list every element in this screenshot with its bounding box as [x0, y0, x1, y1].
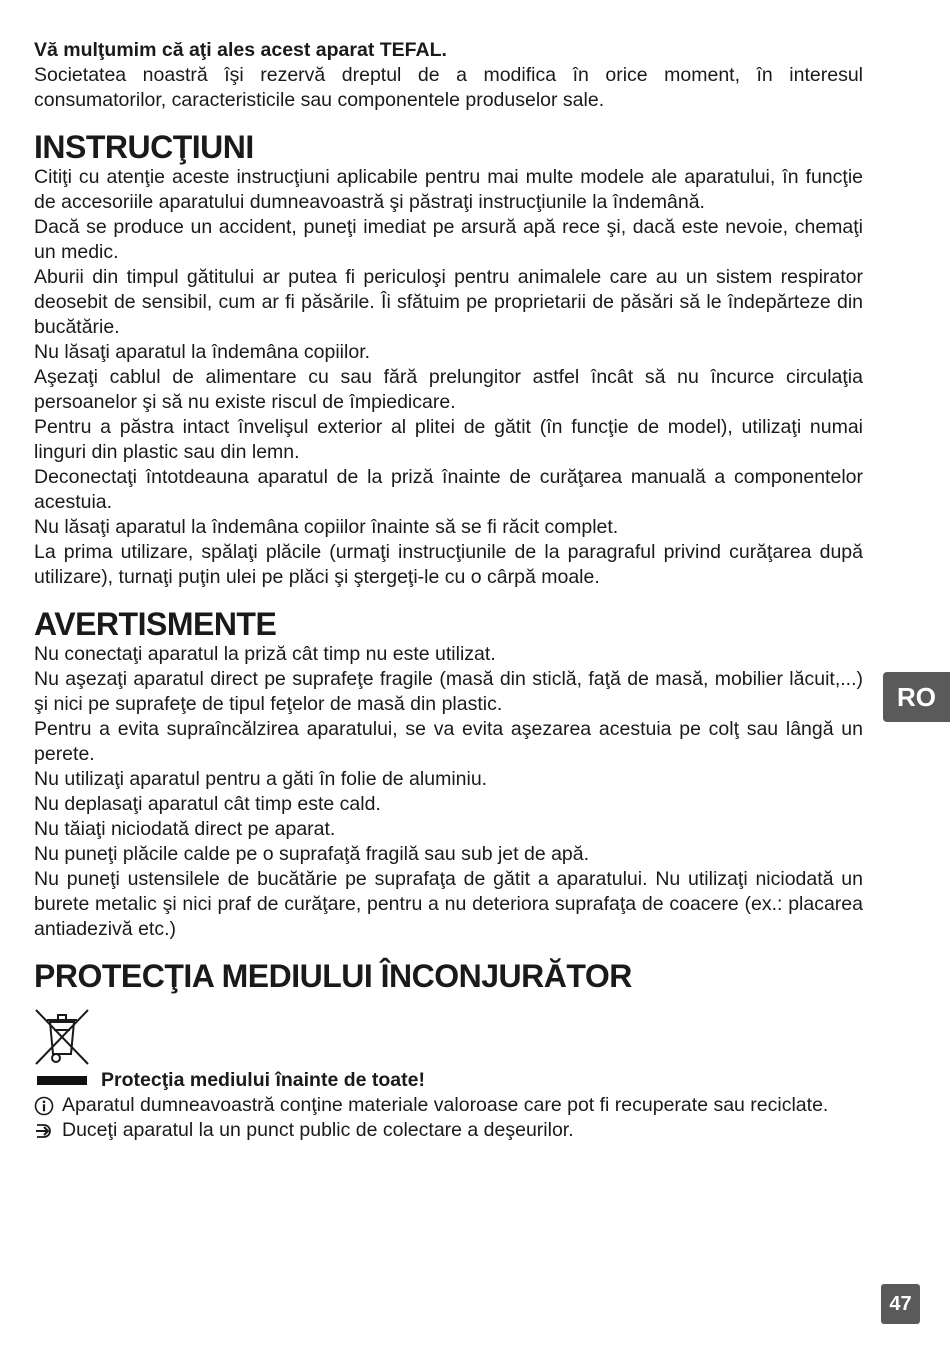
page-content — [34, 38, 863, 1143]
avertismente-paragraph: Nu utilizaţi aparatul pentru a găti în folie de aluminiu. — [34, 768, 488, 790]
protectia-subtitle: Protecţia mediului înainte de toate! — [101, 1069, 425, 1091]
instructiuni-paragraph: La prima utilizare, spălaţi plăcile (urmaţi instrucţiunile de la paragraful privind curăţarea după utilizare), turnaţi puţin ulei pe plăci şi ştergeţi-le cu o cârpă moale. — [34, 541, 863, 588]
section-title-avertismente: AVERTISMENTE — [34, 606, 277, 642]
bullet-text: Aparatul dumneavoastră conţine materiale valoroase care pot fi recuperate sau reciclate. — [62, 1094, 829, 1116]
avertismente-paragraph: Nu conectaţi aparatul la priză cât timp nu este utilizat. — [34, 643, 496, 665]
protectia-subtitle-row — [34, 1068, 863, 1093]
section-title-instructiuni: INSTRUCŢIUNI — [34, 129, 254, 165]
instructiuni-paragraph: Nu lăsaţi aparatul la îndemâna copiilor. — [34, 341, 371, 363]
avertismente-paragraph: Nu aşezaţi aparatul direct pe suprafeţe fragile (masă din sticlă, faţă de masă, mobilier lăcuit,...) şi nici pe suprafeţe de tipul feţelor de masă din plastic. — [34, 668, 863, 715]
instructiuni-paragraph: Aşezaţi cablul de alimentare cu sau fără prelungitor astfel încât să nu încurce circulaţia persoanelor şi să nu existe riscul de împiedicare. — [34, 366, 863, 413]
arrow-right-icon — [34, 1118, 56, 1143]
list-item — [34, 1118, 863, 1143]
section-title-protectia: PROTECŢIA MEDIULUI ÎNCONJURĂTOR — [34, 958, 632, 994]
bullet-text: Duceţi aparatul la un punct public de colectare a deşeurilor. — [62, 1119, 574, 1141]
language-tab: RO — [883, 672, 950, 722]
crossed-out-wheelie-bin-icon — [34, 1008, 90, 1066]
black-bar-divider — [37, 1076, 87, 1085]
list-item — [34, 1093, 863, 1118]
instructiuni-body — [34, 165, 863, 590]
instructiuni-paragraph: Nu lăsaţi aparatul la îndemâna copiilor înainte să se fi răcit complet. — [34, 516, 619, 538]
intro-text: Societatea noastră îşi rezervă dreptul de a modifica în orice moment, în interesul consumatorilor, caracteristicile sau componentele produselor sale. — [34, 64, 863, 111]
instructiuni-paragraph: Aburii din timpul gătitului ar putea fi periculoşi pentru animalele care au un sistem respirator deosebit de sensibil, cum ar fi păsările. Îi sfătuim pe proprietarii de păsări să le îndepărteze din bucătărie. — [34, 266, 863, 338]
avertismente-body — [34, 642, 863, 942]
avertismente-paragraph: Pentru a evita supraîncălzirea aparatului, se va evita aşezarea acestuia pe colţ sau lângă un perete. — [34, 718, 863, 765]
intro-thanks: Vă mulţumim că aţi ales acest aparat TEFAL. — [34, 39, 447, 61]
page-number: 47 — [881, 1284, 920, 1324]
instructiuni-paragraph: Citiţi cu atenţie aceste instrucţiuni aplicabile pentru mai multe modele ale aparatului, în funcţie de accesoriile aparatului dumneavoastră şi păstraţi instrucţiunile la îndemână. — [34, 166, 863, 213]
info-icon — [34, 1093, 56, 1118]
avertismente-paragraph: Nu deplasaţi aparatul cât timp este cald. — [34, 793, 381, 815]
instructiuni-paragraph: Pentru a păstra intact învelişul exterior al plitei de gătit (în funcţie de model), utilizaţi numai linguri din plastic sau din lemn. — [34, 416, 863, 463]
instructiuni-paragraph: Deconectaţi întotdeauna aparatul de la priză înainte de curăţarea manuală a componentelor acestuia. — [34, 466, 863, 513]
instructiuni-paragraph: Dacă se produce un accident, puneţi imediat pe arsură apă rece şi, dacă este nevoie, chemaţi un medic. — [34, 216, 863, 263]
avertismente-paragraph: Nu puneţi ustensilele de bucătărie pe suprafaţa de gătit a aparatului. Nu utilizaţi niciodată un burete metalic şi nici praf de curăţare, pentru a nu deteriora suprafaţa de coacere (ex.: placarea antiadezivă etc.) — [34, 868, 863, 940]
avertismente-paragraph: Nu tăiaţi niciodată direct pe aparat. — [34, 818, 336, 840]
avertismente-paragraph: Nu puneţi plăcile calde pe o suprafaţă fragilă sau sub jet de apă. — [34, 843, 590, 865]
